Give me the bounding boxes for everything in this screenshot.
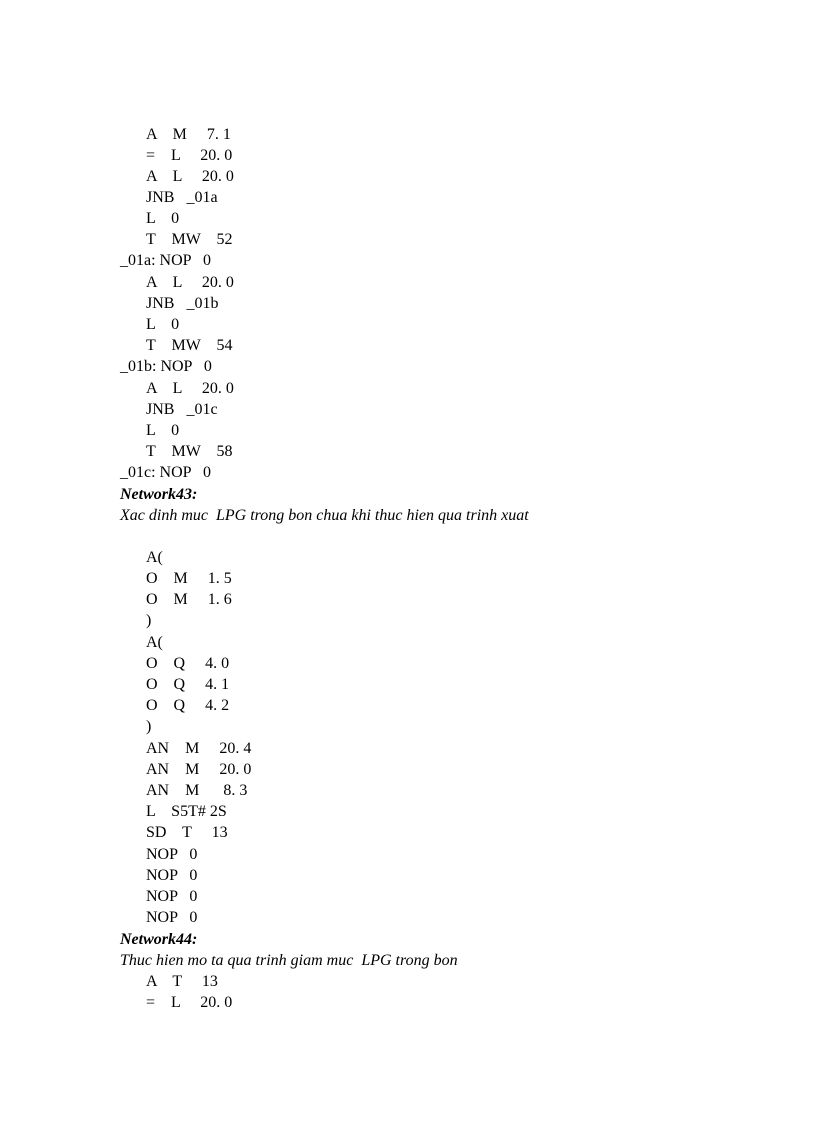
network-description: Thuc hien mo ta qua trinh giam muc LPG trong bon xyxy=(120,952,458,969)
network-description: Xac dinh muc LPG trong bon chua khi thuc hien qua trinh xuat xyxy=(120,507,529,524)
network-heading: Network44: xyxy=(120,931,198,948)
code-line: O Q 4. 2 xyxy=(146,697,230,714)
code-line: T MW 58 xyxy=(146,443,233,460)
code-line: T MW 54 xyxy=(146,337,233,354)
code-line: A T 13 xyxy=(146,973,218,990)
code-line: SD T 13 xyxy=(146,824,228,841)
code-label-line: _01a: NOP 0 xyxy=(120,252,211,269)
code-line: A( xyxy=(146,634,163,651)
code-line: ) xyxy=(146,612,152,629)
code-line: O M 1. 6 xyxy=(146,591,232,608)
code-line: AN M 20. 0 xyxy=(146,761,252,778)
code-line: AN M 20. 4 xyxy=(146,740,252,757)
code-line: T MW 52 xyxy=(146,231,233,248)
code-line: A L 20. 0 xyxy=(146,380,234,397)
code-line: A M 7. 1 xyxy=(146,126,231,143)
code-line: JNB _01c xyxy=(146,401,218,418)
code-line: JNB _01b xyxy=(146,295,219,312)
code-line: O Q 4. 0 xyxy=(146,655,230,672)
code-line: = L 20. 0 xyxy=(146,994,233,1011)
code-line: L 0 xyxy=(146,316,180,333)
code-line: L 0 xyxy=(146,422,180,439)
code-label-line: _01b: NOP 0 xyxy=(120,358,212,375)
code-line: L 0 xyxy=(146,210,180,227)
code-line: NOP 0 xyxy=(146,867,198,884)
code-line: A( xyxy=(146,549,163,566)
code-line: O M 1. 5 xyxy=(146,570,232,587)
code-line: NOP 0 xyxy=(146,846,198,863)
code-line: ) xyxy=(146,718,152,735)
code-line: O Q 4. 1 xyxy=(146,676,230,693)
code-line: JNB _01a xyxy=(146,189,218,206)
code-line: L S5T# 2S xyxy=(146,803,227,820)
network-heading: Network43: xyxy=(120,486,198,503)
code-line: A L 20. 0 xyxy=(146,274,234,291)
code-line: NOP 0 xyxy=(146,909,198,926)
code-line: AN M 8. 3 xyxy=(146,782,248,799)
code-line: A L 20. 0 xyxy=(146,168,234,185)
code-label-line: _01c: NOP 0 xyxy=(120,464,211,481)
code-line: = L 20. 0 xyxy=(146,147,233,164)
code-line: NOP 0 xyxy=(146,888,198,905)
